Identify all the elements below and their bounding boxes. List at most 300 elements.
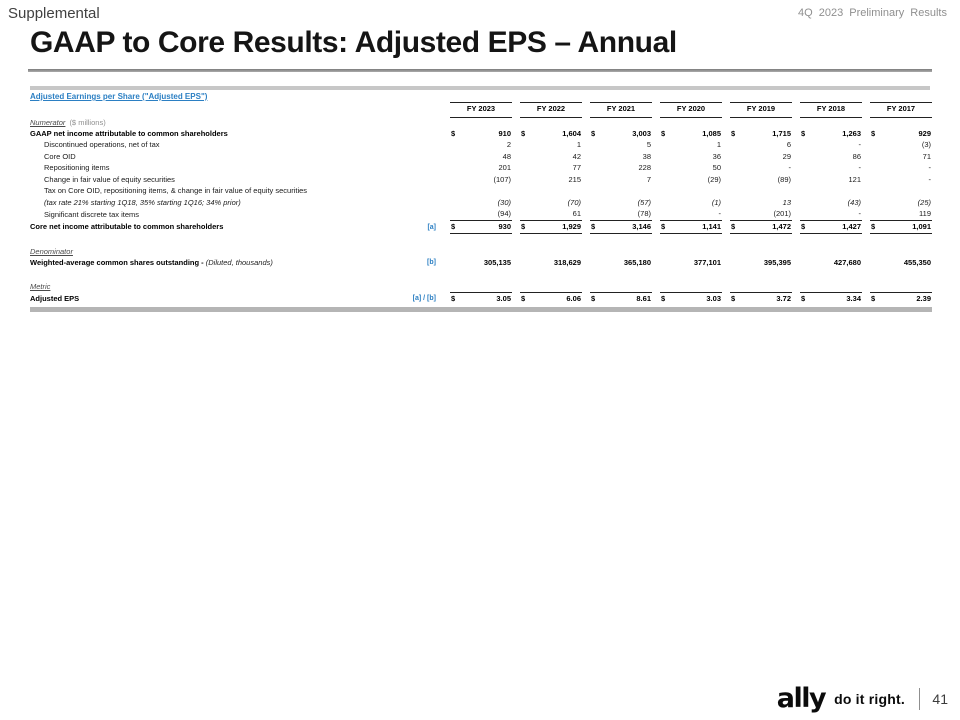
footer-tagline: do it right. [834, 690, 905, 707]
dollar-sign: $ [870, 293, 884, 305]
dollar-sign: $ [590, 293, 604, 305]
dollar-sign [520, 140, 534, 152]
spacer-cell [30, 233, 932, 247]
dollar-sign [450, 209, 464, 221]
column-gap [512, 128, 520, 140]
column-gap [652, 221, 660, 234]
column-gap [722, 221, 730, 234]
column-gap [792, 209, 800, 221]
dollar-sign [660, 209, 674, 221]
row-label: (tax rate 21% starting 1Q18, 35% starting 1Q16; 34% prior) [44, 197, 241, 207]
value-cell [814, 186, 862, 198]
value-cell: (70) [567, 197, 581, 207]
ref-tag [400, 151, 442, 163]
value-cell: 2.39 [884, 293, 932, 305]
dollar-sign [730, 197, 744, 209]
value-cell: 36 [712, 151, 721, 161]
value-cell: 3.34 [814, 293, 862, 305]
row-label: Adjusted EPS [30, 293, 80, 303]
column-gap [862, 257, 870, 269]
column-gap [512, 174, 520, 186]
row-label: Significant discrete tax items [44, 209, 140, 219]
dollar-sign [870, 151, 884, 163]
table-row [30, 293, 932, 305]
dollar-sign [870, 186, 884, 198]
value-cell: (1) [711, 197, 721, 207]
column-gap [792, 257, 800, 269]
dollar-sign: $ [661, 128, 666, 138]
column-gap [512, 140, 520, 152]
page-title: GAAP to Core Results: Adjusted EPS – Annual [30, 26, 677, 59]
value-cell: 2 [506, 140, 511, 149]
column-gap [442, 128, 450, 140]
value-cell: 13 [782, 197, 791, 207]
value-cell: (25) [917, 197, 931, 207]
column-gap [442, 174, 450, 186]
section-row [30, 117, 932, 128]
section-label: Denominator [30, 246, 73, 256]
column-gap [512, 257, 520, 269]
column-gap [582, 221, 590, 234]
value-cell: 1,472 [744, 221, 792, 234]
value-cell: (57) [637, 197, 651, 207]
column-gap [792, 151, 800, 163]
dollar-sign [870, 257, 884, 269]
column-gap [862, 197, 870, 209]
value-cell: 1 [576, 140, 581, 149]
section-label: Metric [30, 281, 51, 291]
dollar-sign [590, 197, 604, 209]
dollar-sign [730, 257, 744, 269]
dollar-sign [800, 209, 814, 221]
value-cell: 3.03 [674, 293, 722, 305]
value-cell: 61 [534, 209, 582, 221]
column-gap [582, 293, 590, 305]
column-gap [862, 103, 870, 118]
value-cell: (201) [744, 209, 792, 221]
eyebrow-label: Supplemental [8, 5, 100, 22]
column-gap [862, 163, 870, 175]
dollar-sign [730, 163, 744, 175]
dollar-sign: $ [521, 128, 526, 138]
dollar-sign [590, 151, 604, 163]
column-gap [862, 209, 870, 221]
value-cell: 1,929 [534, 221, 582, 234]
value-cell: 1,085 [702, 128, 721, 138]
column-gap [862, 186, 870, 198]
ref-tag [400, 186, 442, 198]
table-head-row [30, 103, 932, 118]
ref-tag: [a] / [b] [412, 295, 436, 303]
column-gap [652, 128, 660, 140]
value-cell: 1,091 [884, 221, 932, 234]
value-cell [884, 186, 932, 198]
value-cell: 3.72 [744, 293, 792, 305]
column-gap [512, 209, 520, 221]
value-cell: 86 [852, 151, 861, 161]
dollar-sign: $ [731, 128, 736, 138]
value-cell: (30) [497, 197, 511, 207]
column-gap [582, 163, 590, 175]
ref-tag: [b] [427, 259, 436, 267]
column-gap [512, 103, 520, 118]
column-gap [442, 163, 450, 175]
column-gap [862, 293, 870, 305]
column-gap [442, 197, 450, 209]
value-cell: 318,629 [553, 257, 581, 267]
dollar-sign [520, 186, 534, 198]
dollar-sign [520, 257, 534, 269]
deck-context-label: 4Q 2023 Preliminary Results [797, 7, 947, 19]
column-gap [442, 257, 450, 269]
value-cell: (3) [921, 140, 931, 149]
row-label: Change in fair value of equity securities [44, 174, 175, 184]
dollar-sign [520, 163, 534, 175]
column-header: FY 2021 [590, 103, 652, 118]
column-gap [722, 293, 730, 305]
column-gap [442, 209, 450, 221]
column-gap [722, 257, 730, 269]
dollar-sign: $ [730, 293, 744, 305]
ally-logo: ally [776, 683, 826, 714]
dollar-sign: $ [660, 293, 674, 305]
value-cell: 1,141 [674, 221, 722, 234]
value-cell: 29 [782, 151, 791, 161]
row-label: Repositioning items [44, 163, 110, 172]
dollar-sign [450, 257, 464, 269]
column-gap [862, 174, 870, 186]
value-cell: 1,604 [562, 128, 581, 138]
section-row [30, 247, 932, 258]
table-top-bar [30, 86, 930, 90]
dollar-sign [800, 257, 814, 269]
value-cell [534, 186, 582, 198]
table-row [30, 221, 932, 234]
spacer-row [30, 269, 932, 282]
column-gap [862, 140, 870, 152]
value-cell: 42 [572, 151, 581, 161]
column-header: FY 2022 [520, 103, 582, 118]
column-gap [582, 140, 590, 152]
value-cell: 5 [646, 140, 651, 149]
column-gap [582, 209, 590, 221]
page-number: 41 [932, 690, 948, 707]
value-cell: - [814, 209, 862, 221]
dollar-sign [870, 140, 884, 152]
dollar-sign: $ [660, 221, 674, 234]
section-label-cell [30, 282, 932, 293]
dollar-sign [800, 140, 814, 152]
column-gap [652, 163, 660, 175]
table-heading: Adjusted Earnings per Share ("Adjusted EPS") [30, 92, 208, 101]
column-gap [792, 197, 800, 209]
table-row [30, 128, 932, 140]
dollar-sign [590, 257, 604, 269]
dollar-sign [520, 174, 534, 186]
column-gap [722, 151, 730, 163]
column-gap [652, 103, 660, 118]
value-cell: (29) [707, 174, 721, 184]
dollar-sign [870, 209, 884, 221]
column-gap [582, 197, 590, 209]
column-gap [442, 103, 450, 118]
dollar-sign [660, 174, 674, 186]
dollar-sign [800, 163, 814, 175]
dollar-sign [800, 197, 814, 209]
column-gap [582, 151, 590, 163]
dollar-sign [660, 151, 674, 163]
table-row [30, 140, 932, 152]
column-gap [652, 174, 660, 186]
column-gap [722, 103, 730, 118]
dollar-sign [870, 197, 884, 209]
eps-reconciliation-table [30, 102, 932, 305]
row-label-suffix: (Diluted, thousands) [203, 257, 273, 267]
value-cell: 201 [498, 163, 511, 172]
column-gap [442, 221, 450, 234]
ref-tag [400, 174, 442, 186]
spacer-cell [30, 269, 932, 282]
dollar-sign: $ [590, 221, 604, 234]
dollar-sign [450, 186, 464, 198]
value-cell: (94) [464, 209, 512, 221]
value-cell: (43) [847, 197, 861, 207]
dollar-sign [660, 186, 674, 198]
dollar-sign [450, 151, 464, 163]
column-gap [652, 209, 660, 221]
dollar-sign [590, 163, 604, 175]
column-gap [722, 128, 730, 140]
table-bottom-bar [30, 307, 932, 312]
section-label-cell [30, 117, 932, 128]
column-gap [722, 174, 730, 186]
section-note: ($ millions) [69, 117, 106, 127]
column-gap [862, 128, 870, 140]
dollar-sign [450, 163, 464, 175]
ref-tag [400, 163, 442, 175]
column-gap [722, 197, 730, 209]
column-gap [582, 257, 590, 269]
column-gap [792, 174, 800, 186]
dollar-sign [520, 197, 534, 209]
dollar-sign [590, 140, 604, 152]
value-cell: 1,263 [842, 128, 861, 138]
value-cell: 6.06 [534, 293, 582, 305]
dollar-sign: $ [450, 293, 464, 305]
dollar-sign [520, 209, 534, 221]
table-body [30, 117, 932, 305]
dollar-sign [800, 186, 814, 198]
dollar-sign: $ [451, 128, 456, 138]
dollar-sign [450, 140, 464, 152]
dollar-sign [730, 151, 744, 163]
value-cell: 48 [502, 151, 511, 161]
value-cell: (78) [604, 209, 652, 221]
dollar-sign [590, 186, 604, 198]
dollar-sign [660, 163, 674, 175]
column-gap [652, 197, 660, 209]
column-header: FY 2018 [800, 103, 862, 118]
column-gap [792, 221, 800, 234]
column-gap [792, 163, 800, 175]
column-gap [582, 174, 590, 186]
column-gap [512, 163, 520, 175]
value-cell: 7 [646, 174, 651, 184]
row-label: Weighted-average common shares outstanding - (Diluted, thousands) [30, 257, 273, 267]
dollar-sign [590, 209, 604, 221]
section-row [30, 282, 932, 293]
column-gap [512, 221, 520, 234]
footer [777, 683, 948, 714]
dollar-sign [520, 151, 534, 163]
dollar-sign [870, 174, 884, 186]
dollar-sign [800, 151, 814, 163]
value-cell: - [928, 163, 931, 172]
dollar-sign: $ [520, 221, 534, 234]
dollar-sign: $ [591, 128, 596, 138]
value-cell: 1,427 [814, 221, 862, 234]
dollar-sign [730, 140, 744, 152]
column-header: FY 2017 [870, 103, 932, 118]
column-gap [862, 221, 870, 234]
table-row [30, 151, 932, 163]
table-row [30, 209, 932, 221]
value-cell: 119 [884, 209, 932, 221]
column-gap [722, 186, 730, 198]
section-label-cell [30, 247, 932, 258]
column-gap [652, 151, 660, 163]
dollar-sign [730, 186, 744, 198]
dollar-sign [450, 174, 464, 186]
value-cell: 3,003 [632, 128, 651, 138]
value-cell: 3,146 [604, 221, 652, 234]
value-cell [674, 186, 722, 198]
value-cell: 910 [498, 128, 511, 138]
value-cell [744, 186, 792, 198]
dollar-sign [800, 174, 814, 186]
column-gap [582, 128, 590, 140]
dollar-sign [450, 197, 464, 209]
value-cell: 929 [918, 128, 931, 138]
column-gap [792, 103, 800, 118]
dollar-sign: $ [801, 128, 806, 138]
dollar-sign: $ [800, 293, 814, 305]
dollar-sign [590, 174, 604, 186]
dollar-sign [730, 174, 744, 186]
column-gap [792, 186, 800, 198]
dollar-sign [660, 257, 674, 269]
value-cell: 427,680 [833, 257, 861, 267]
column-gap [512, 293, 520, 305]
column-gap [792, 140, 800, 152]
column-gap [512, 186, 520, 198]
column-gap [862, 151, 870, 163]
value-cell: - [858, 163, 861, 172]
value-cell: 305,135 [483, 257, 511, 267]
dollar-sign: $ [730, 221, 744, 234]
value-cell: 377,101 [693, 257, 721, 267]
dollar-sign [660, 197, 674, 209]
row-label: GAAP net income attributable to common shareholders [30, 128, 228, 138]
value-cell: 1,715 [772, 128, 791, 138]
table-row [30, 163, 932, 175]
value-cell: 455,350 [903, 257, 931, 267]
column-gap [512, 151, 520, 163]
table-row [30, 174, 932, 186]
value-cell: 365,180 [623, 257, 651, 267]
table-section [30, 92, 932, 312]
ref-tag [400, 209, 442, 221]
row-label: Core net income attributable to common shareholders [30, 222, 224, 231]
value-cell: - [674, 209, 722, 221]
column-gap [792, 128, 800, 140]
table-row [30, 186, 932, 198]
column-gap [722, 209, 730, 221]
value-cell: 121 [848, 174, 861, 184]
value-cell: (89) [777, 174, 791, 184]
ref-tag [400, 128, 442, 140]
table-row [30, 197, 932, 209]
table-row [30, 257, 932, 269]
value-cell: 50 [712, 163, 721, 172]
column-gap [582, 186, 590, 198]
column-gap [722, 163, 730, 175]
value-cell [464, 186, 512, 198]
value-cell: 8.61 [604, 293, 652, 305]
value-cell: - [858, 140, 861, 149]
row-label: Tax on Core OID, repositioning items, & change in fair value of equity securities [44, 186, 308, 195]
ref-tag [400, 140, 442, 152]
value-cell: 77 [572, 163, 581, 172]
column-header: FY 2019 [730, 103, 792, 118]
column-gap [442, 151, 450, 163]
section-label: Numerator [30, 117, 66, 127]
value-cell: 930 [464, 221, 512, 234]
column-gap [722, 140, 730, 152]
column-gap [652, 140, 660, 152]
dollar-sign: $ [800, 221, 814, 234]
dollar-sign: $ [870, 221, 884, 234]
header-label-spacer [30, 103, 442, 118]
footer-separator [919, 688, 921, 710]
value-cell: 3.05 [464, 293, 512, 305]
value-cell: - [788, 163, 791, 172]
dollar-sign: $ [871, 128, 876, 138]
row-label: Core OID [44, 151, 76, 161]
column-gap [792, 293, 800, 305]
dollar-sign [730, 209, 744, 221]
value-cell: 6 [786, 140, 791, 149]
value-cell: - [928, 174, 931, 184]
dollar-sign [660, 140, 674, 152]
value-cell: 228 [638, 163, 651, 172]
column-gap [582, 103, 590, 118]
column-gap [442, 186, 450, 198]
column-gap [652, 293, 660, 305]
value-cell: 215 [568, 174, 581, 184]
column-gap [442, 293, 450, 305]
value-cell [604, 186, 652, 198]
dollar-sign [870, 163, 884, 175]
column-header: FY 2020 [660, 103, 722, 118]
column-header: FY 2023 [450, 103, 512, 118]
spacer-row [30, 233, 932, 247]
row-label: Discontinued operations, net of tax [44, 140, 160, 149]
title-rule [28, 69, 932, 72]
value-cell: (107) [493, 174, 511, 184]
column-gap [652, 257, 660, 269]
ref-tag: [a] [427, 223, 436, 231]
